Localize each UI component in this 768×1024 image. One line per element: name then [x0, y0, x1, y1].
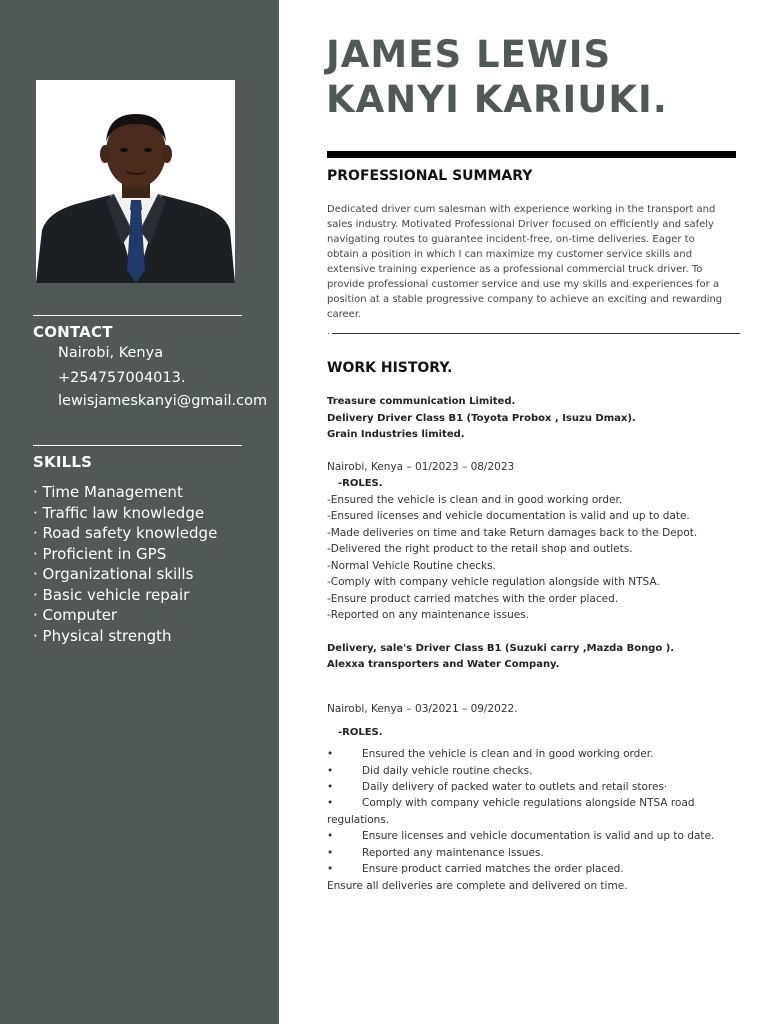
summary-line: provide professional customer service and use my skills and experiences for a: [327, 279, 720, 290]
job2-employer: Alexxa transporters and Water Company.: [327, 659, 560, 670]
divider-line: [332, 333, 740, 334]
job2-roles-label: -ROLES.: [338, 727, 383, 738]
summary-line: navigating routes to guarantee incident-free, on-time deliveries. Eager to: [327, 234, 695, 245]
job1-company: Grain Industries limited.: [327, 429, 465, 440]
name-divider: [327, 151, 736, 158]
summary-line: extensive training experience as a professional commercial truck driver. To: [327, 264, 703, 275]
summary-line: Dedicated driver cum salesman with experience working in the transport and: [327, 204, 716, 215]
job1-location-dates: Nairobi, Kenya – 01/2023 – 08/2023: [327, 461, 515, 473]
skill-item: · Physical strength: [33, 627, 172, 645]
job1-duty: -Normal Vehicle Routine checks.: [327, 560, 496, 572]
job1-duty: -Ensure product carried matches with the order placed.: [327, 593, 619, 605]
job1-duty: -Delivered the right product to the retail shop and outlets.: [327, 543, 633, 555]
job1-duty: -Ensured the vehicle is clean and in good working order.: [327, 494, 623, 506]
skill-item: · Organizational skills: [33, 565, 194, 583]
job2-location-dates: Nairobi, Kenya – 03/2021 – 09/2022.: [327, 703, 518, 715]
skill-item: · Traffic law knowledge: [33, 504, 205, 522]
summary-line: career.: [327, 309, 362, 320]
bullet-mark: •: [327, 797, 334, 809]
bullet-mark: •: [327, 847, 334, 859]
job1-employer: Treasure communication Limited.: [327, 396, 516, 407]
skill-item: · Road safety knowledge: [33, 524, 218, 542]
contact-email: lewisjameskanyi@gmail.com: [58, 393, 268, 409]
contact-phone: +254757004013.: [58, 370, 186, 386]
bullet-mark: •: [327, 748, 334, 760]
summary-line: sales industry. Motivated Professional Driver focused on efficiently and safely: [327, 219, 714, 230]
skills-divider: [33, 445, 242, 446]
duty-text: Comply with company vehicle regulations alongside NTSA road: [362, 797, 695, 809]
contact-heading: CONTACT: [33, 323, 113, 341]
bullet-mark: •: [327, 781, 334, 793]
skill-item: · Proficient in GPS: [33, 545, 167, 563]
job1-duty: -Reported on any maintenance issues.: [327, 609, 530, 621]
contact-location: Nairobi, Kenya: [58, 345, 164, 361]
skill-item: · Basic vehicle repair: [33, 586, 190, 604]
summary-heading: PROFESSIONAL SUMMARY: [327, 168, 533, 184]
job2-duty-wrap: regulations.: [327, 814, 390, 826]
duty-text: Daily delivery of packed water to outlets and retail stores·: [362, 781, 668, 793]
main-content: [279, 0, 768, 1024]
name-line-2: KANYI KARIUKI.: [326, 78, 668, 121]
duty-text: Ensured the vehicle is clean and in good working order.: [362, 748, 654, 760]
job1-duty: -Made deliveries on time and take Return damages back to the Depot.: [327, 527, 698, 539]
bullet-mark: •: [327, 830, 334, 842]
bullet-mark: •: [327, 863, 334, 875]
job2-position: Delivery, sale's Driver Class B1 (Suzuki carry ,Mazda Bongo ).: [327, 643, 675, 654]
job1-duty: -Comply with company vehicle regulation alongside with NTSA.: [327, 576, 660, 588]
job1-roles-label: -ROLES.: [338, 478, 383, 489]
summary-line: obtain a position in which I can maximize my customer service skills and: [327, 249, 693, 260]
job1-duty: -Ensured licenses and vehicle documentation is valid and up to date.: [327, 510, 690, 522]
skill-item: · Computer: [33, 606, 118, 624]
candidate-name: [326, 32, 746, 122]
work-history-heading: WORK HISTORY.: [327, 360, 453, 376]
name-line-1: JAMES LEWIS: [326, 33, 612, 76]
duty-text: Ensure licenses and vehicle documentation is valid and up to date.: [362, 830, 715, 842]
job2-closing: Ensure all deliveries are complete and delivered on time.: [327, 880, 628, 892]
profile-photo: [36, 80, 235, 283]
bullet-mark: •: [327, 765, 334, 777]
skill-item: · Time Management: [33, 483, 183, 501]
duty-text: Reported any maintenance issues.: [362, 847, 544, 859]
divider-dot: .: [327, 327, 330, 337]
contact-divider: [33, 315, 242, 316]
duty-text: Did daily vehicle routine checks.: [362, 765, 533, 777]
duty-text: Ensure product carried matches the order placed.: [362, 863, 624, 875]
summary-text: [327, 202, 745, 322]
skills-heading: SKILLS: [33, 453, 93, 471]
sidebar: [0, 0, 279, 1024]
job1-position: Delivery Driver Class B1 (Toyota Probox , Isuzu Dmax).: [327, 413, 636, 424]
summary-line: position at a stable progressive company to achieve an exciting and rewarding: [327, 294, 723, 305]
